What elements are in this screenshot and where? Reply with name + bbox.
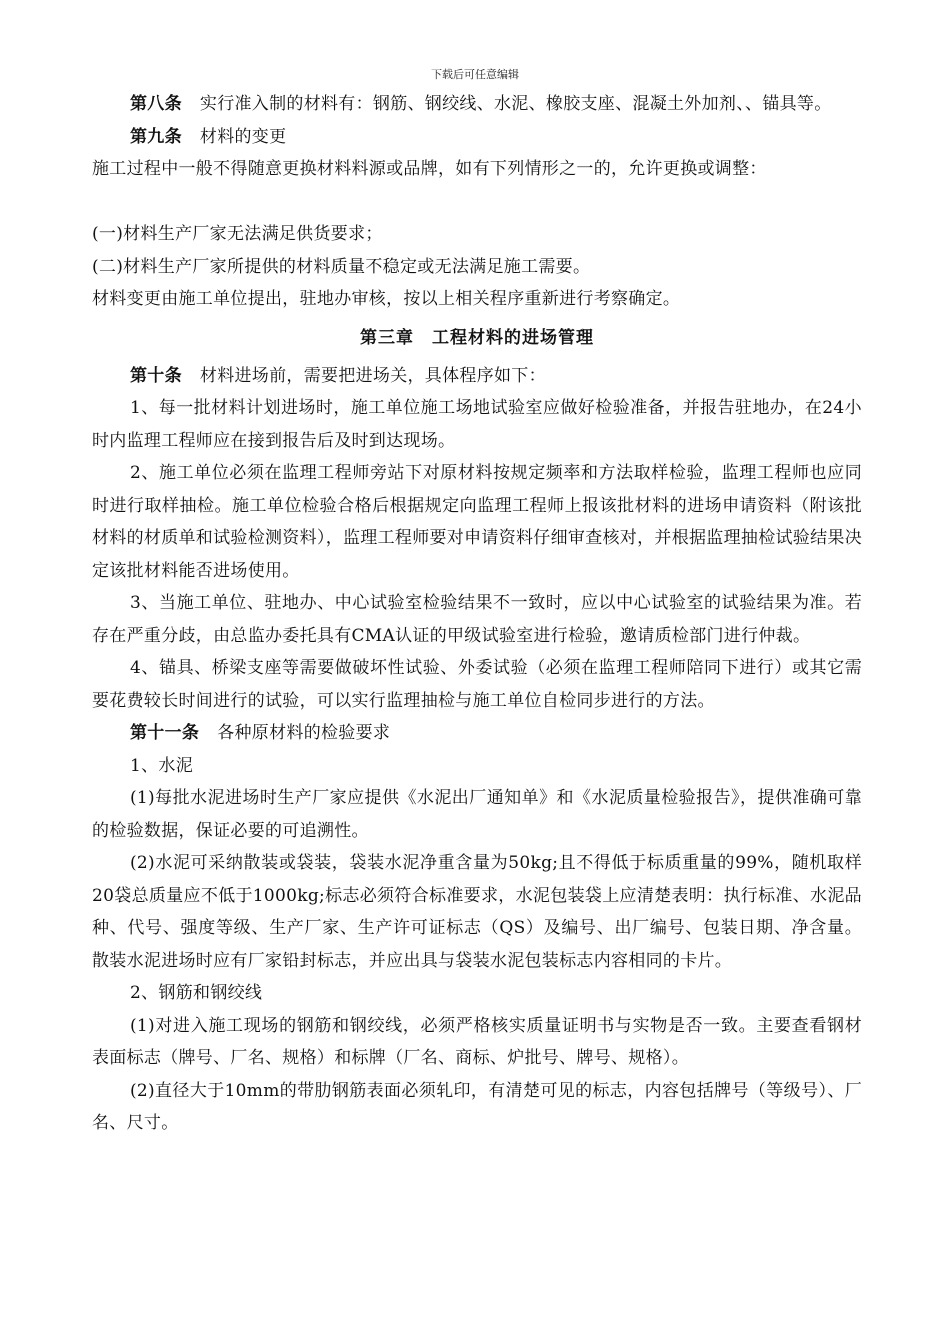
blank-line [92,186,862,219]
article-9-item-2: (二)材料生产厂家所提供的材料质量不稳定或无法满足施工需要。 [92,256,591,277]
chapter-3-heading: 第三章 工程材料的进场管理 [360,327,594,348]
article-9-text: 材料的变更 [199,126,287,147]
document-body [92,88,862,1140]
steel-heading: 2、钢筋和钢绞线 [130,983,263,1003]
article-10-step-1: 1、每一批材料计划进场时，施工单位施工场地试验室应做好检验准备，并报告驻地办，在24小时内监理工程师应在接到报告后及时到达现场。 [92,398,862,451]
article-11-paragraph [92,717,862,750]
steel-item-2: (2)直径大于10mm的带肋钢筋表面必须轧印，有清楚可见的标志，内容包括牌号（等级号）、厂名、尺寸。 [92,1080,862,1133]
article-10-label: 第十条 [130,365,182,386]
article-10-step-2: 2、施工单位必须在监理工程师旁站下对原材料按规定频率和方法取样检验，监理工程师也应同时进行取样抽检。施工单位检验合格后根据规定向监理工程师上报该批材料的进场申请资料（附该批材料的材质单和试验检测资料），监理工程师要对申请资料仔细审查核对，并根据监理抽检试验结果决定该批材料能否进场使用。 [92,463,862,581]
article-10-step-3: 3、当施工单位、驻地办、中心试验室检验结果不一致时，应以中心试验室的试验结果为准。若存在严重分歧，由总监办委托具有CMA认证的甲级试验室进行检验，邀请质检部门进行仲裁。 [92,593,862,646]
article-9-label: 第九条 [130,126,182,147]
article-10-step-4: 4、锚具、桥梁支座等需要做破坏性试验、外委试验（必须在监理工程师陪同下进行）或其它需要花费较长时间进行的试验，可以实行监理抽检与施工单位自检同步进行的方法。 [92,658,862,711]
cement-item-2: (2)水泥可采纳散装或袋装，袋装水泥净重含量为50kg;且不得低于标质重量的99%，随机取样20袋总质量应不低于1000kg;标志必须符合标准要求，水泥包装袋上应清楚表明：执行标准、水泥品种、代号、强度等级、生产厂家、生产许可证标志（QS）及编号、出厂编号、包装日期、净含量。散装水泥进场时应有厂家铅封标志，并应出具与袋装水泥包装标志内容相同的卡片。 [92,853,862,971]
steel-item-1: (1)对进入施工现场的钢筋和钢绞线，必须严格核实质量证明书与实物是否一致。主要查看钢材表面标志（牌号、厂名、规格）和标牌（厂名、商标、炉批号、牌号、规格）。 [92,1015,862,1068]
article-8-label: 第八条 [130,94,182,114]
article-9-closing: 材料变更由施工单位提出，驻地办审核，按以上相关程序重新进行考察确定。 [92,289,681,309]
article-11-label: 第十一条 [130,723,200,743]
article-9-paragraph [92,121,862,154]
page-header: 下载后可任意编辑 [431,68,519,81]
article-8-paragraph [92,88,862,121]
article-9-intro: 施工过程中一般不得随意更换材料料源或品牌，如有下列情形之一的，允许更换或调整： [92,159,767,179]
cement-item-1: (1)每批水泥进场时生产厂家应提供《水泥出厂通知单》和《水泥质量检验报告》，提供准确可靠的检验数据，保证必要的可追溯性。 [92,788,862,841]
article-9-item-1: (一)材料生产厂家无法满足供货要求； [92,224,383,244]
article-8-text: 实行准入制的材料有：钢筋、钢绞线、水泥、橡胶支座、混凝土外加剂、、锚具等。 [199,94,832,114]
cement-heading: 1、水泥 [130,755,194,776]
article-11-text: 各种原材料的检验要求 [217,723,391,743]
article-10-text: 材料进场前，需要把进场关，具体程序如下： [199,365,546,386]
article-10-paragraph [92,360,862,393]
